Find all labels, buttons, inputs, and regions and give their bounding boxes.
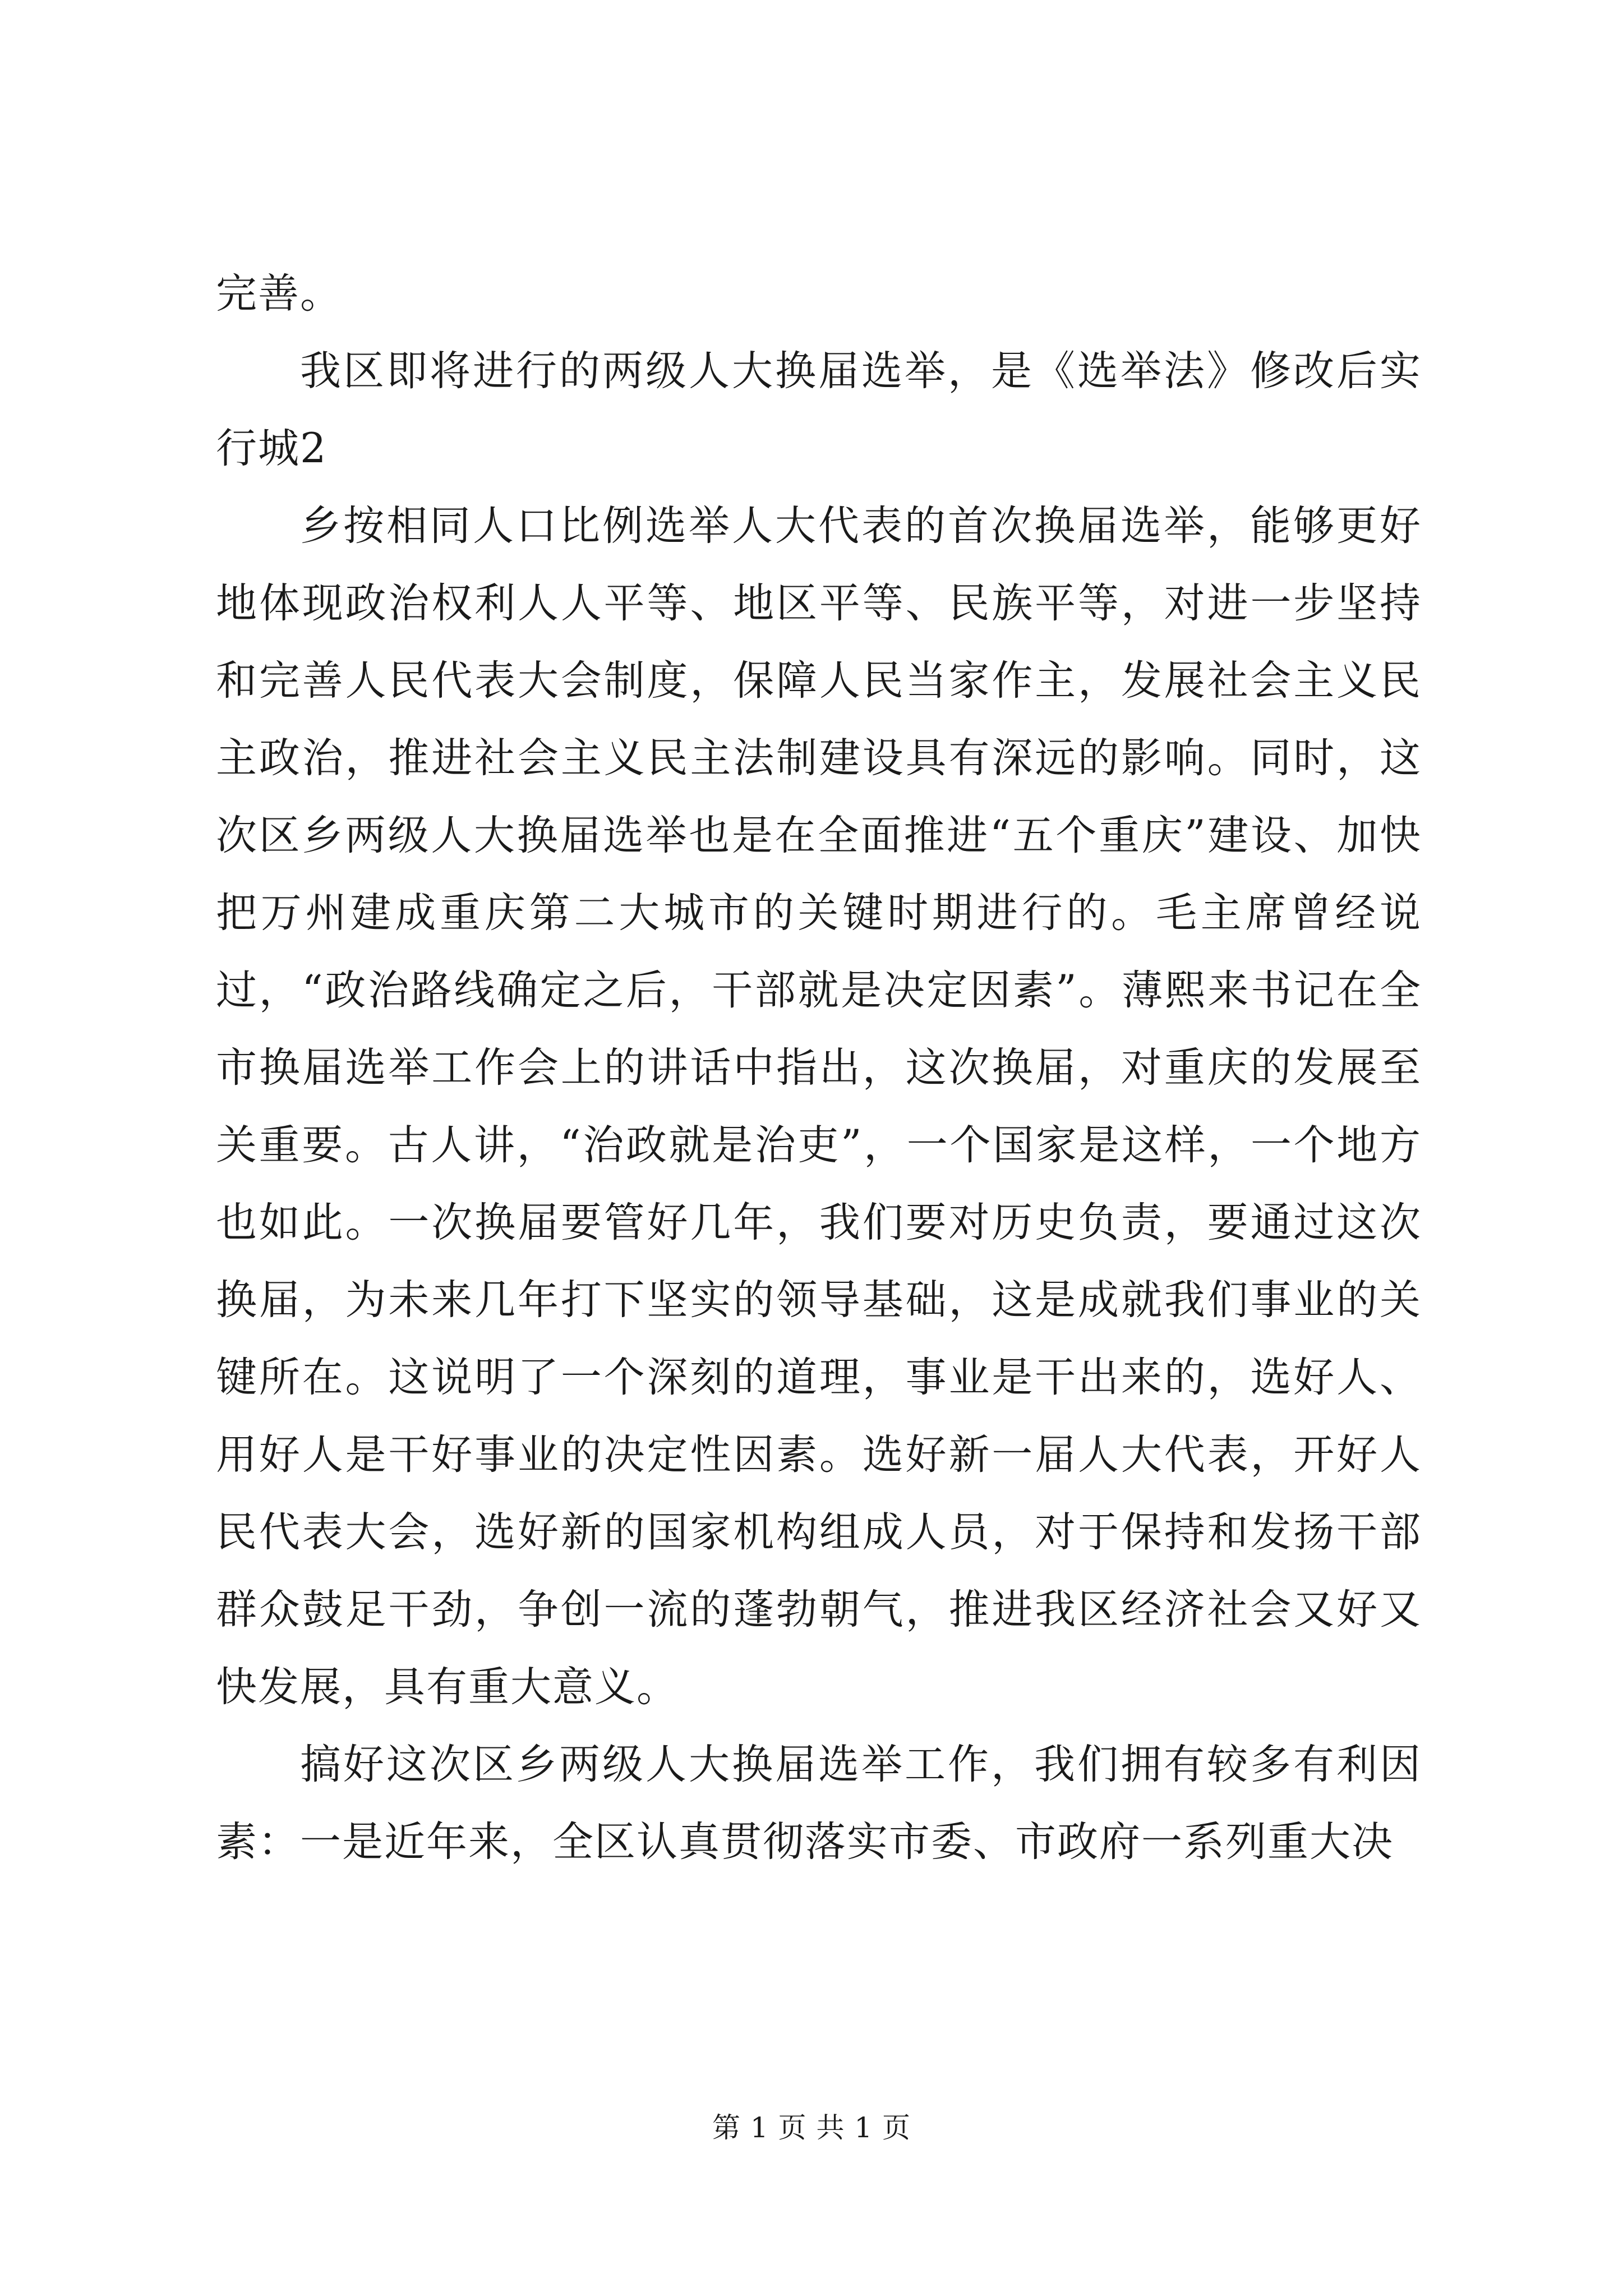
page-footer xyxy=(0,2108,1623,2147)
document-body xyxy=(216,255,1422,1881)
paragraph-2: 我区即将进行的两级人大换届选举，是《选举法》修改后实行城2 xyxy=(216,347,1422,472)
page-number-label: 第 1 页 共 1 页 xyxy=(712,2111,911,2144)
paragraph-3: 乡按相同人口比例选举人大代表的首次换届选举，能够更好地体现政治权利人人平等、地区平等、民族平等，对进一步坚持和完善人民代表大会制度，保障人民当家作主，发展社会主义民主政治，推进社会主义民主法制建设具有深远的影响。同时，这次区乡两级人大换届选举也是在全面推进“五个重庆”建设、加快把万州建成重庆第二大城市的关键时期进行的。毛主席曾经说过，“政治路线确定之后，干部就是决定因素”。薄熙来书记在全市换届选举工作会上的讲话中指出，这次换届，对重庆的发展至关重要。古人讲，“治政就是治吏”，一个国家是这样，一个地方也如此。一次换届要管好几年，我们要对历史负责，要通过这次换届，为未来几年打下坚实的领导基础，这是成就我们事业的关键所在。这说明了一个深刻的道理，事业是干出来的，选好人、用好人是干好事业的决定性因素。选好新一届人大代表，开好人民代表大会，选好新的国家机构组成人员，对于保持和发扬干部群众鼓足干劲，争创一流的蓬勃朝气，推进我区经济社会又好又快发展，具有重大意义。 xyxy=(216,502,1422,1711)
paragraph-1: 完善。 xyxy=(216,270,342,318)
paragraph-4: 搞好这次区乡两级人大换届选举工作，我们拥有较多有利因素：一是近年来，全区认真贯彻落实市委、市政府一系列重大决 xyxy=(216,1741,1422,1866)
